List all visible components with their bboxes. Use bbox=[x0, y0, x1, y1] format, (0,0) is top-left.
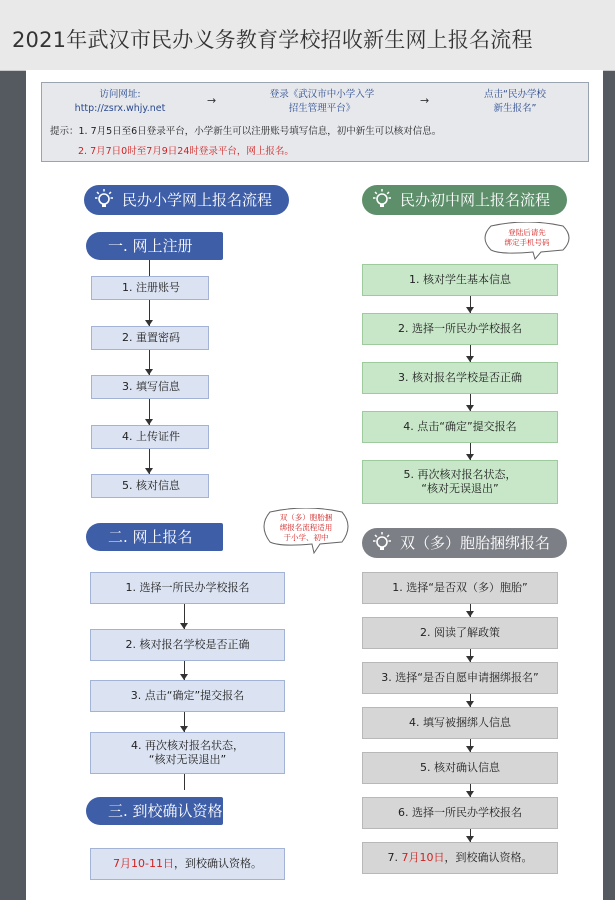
date-highlight: 7月10-11日 bbox=[113, 857, 174, 870]
step-check-info bbox=[91, 474, 209, 498]
step-fill-info bbox=[91, 375, 209, 399]
step-label: 3. 点击“确定”提交报名 bbox=[130, 689, 245, 702]
step-label bbox=[363, 851, 557, 865]
step-rest: ，到校确认资格。 bbox=[444, 851, 533, 864]
lightbulb-icon bbox=[370, 531, 394, 555]
step-verify-school bbox=[90, 629, 285, 661]
arrow-icon: → bbox=[207, 94, 217, 107]
page-title: 2021年武汉市民办义务教育学校招收新生网上报名流程 bbox=[12, 28, 533, 52]
step-label: 2. 阅读了解政策 bbox=[420, 626, 500, 639]
step-reset-password bbox=[91, 326, 209, 350]
note-line-3: 于小学、初中 bbox=[283, 533, 329, 542]
step-confirm-at-school bbox=[90, 848, 285, 880]
twins-pill bbox=[362, 528, 567, 558]
step-label: 2. 重置密码 bbox=[122, 331, 180, 344]
header-bar bbox=[0, 0, 615, 71]
step-label: 6. 选择一所民办学校报名 bbox=[398, 806, 522, 819]
step-label: 2. 核对报名学校是否正确 bbox=[125, 638, 250, 651]
speech-bubble-icon bbox=[481, 222, 573, 260]
step-line-2: “核对无误退出” bbox=[148, 753, 227, 766]
click-line-1: 点击“民办学校 bbox=[484, 89, 546, 100]
note-line-2: 绑定手机号码 bbox=[504, 238, 550, 247]
lightbulb-icon bbox=[92, 188, 116, 212]
step-line-1: 4. 再次核对报名状态， bbox=[131, 739, 244, 752]
primary-school-pill bbox=[84, 185, 289, 215]
platform-line-2: 招生管理平台》 bbox=[288, 103, 356, 114]
note-line-2: 绑报名流程适用 bbox=[279, 523, 333, 532]
step-label: 5. 核对信息 bbox=[122, 479, 180, 492]
step-label: 1. 选择“是否双（多）胞胎” bbox=[392, 581, 528, 594]
step-label: 5. 核对确认信息 bbox=[420, 761, 500, 774]
step-submit bbox=[90, 680, 285, 712]
step-recheck-status bbox=[90, 732, 285, 774]
step-label: 4. 点击“确定”提交报名 bbox=[403, 420, 517, 433]
step-twins-select bbox=[362, 572, 558, 604]
step-label bbox=[91, 857, 284, 871]
primary-pill-label: 民办小学网上报名流程 bbox=[122, 191, 273, 209]
step-register-account bbox=[91, 276, 209, 300]
step-read-policy bbox=[362, 617, 558, 649]
step-label: 3. 填写信息 bbox=[122, 380, 180, 393]
step-confirm-info bbox=[362, 752, 558, 784]
click-line-2: 新生报名” bbox=[493, 103, 537, 114]
step-choose-school bbox=[90, 572, 285, 604]
step-rest: ，到校确认资格。 bbox=[173, 857, 262, 870]
step-label: 1. 核对学生基本信息 bbox=[409, 273, 511, 286]
section-register: 一. 网上注册 bbox=[86, 232, 223, 260]
step-bind-apply bbox=[362, 662, 558, 694]
step-line-1: 5. 再次核对报名状态， bbox=[403, 468, 517, 481]
speech-bubble-icon bbox=[260, 508, 352, 554]
step-label: 2. 选择一所民办学校报名 bbox=[398, 322, 522, 335]
click-block bbox=[460, 88, 570, 116]
step-number: 7. bbox=[387, 851, 398, 864]
tip-2: 2. 7月7日0时至7月9日24时登录平台，网上报名。 bbox=[78, 146, 294, 157]
note-line-1: 双（多）胞胎捆 bbox=[279, 513, 333, 522]
step-upload-docs bbox=[91, 425, 209, 449]
step-label: 1. 选择一所民办学校报名 bbox=[125, 581, 250, 594]
step-choose-school bbox=[362, 313, 558, 345]
step-verify-school bbox=[362, 362, 558, 394]
step-fill-bound-person bbox=[362, 707, 558, 739]
step-label: 4. 上传证件 bbox=[122, 430, 180, 443]
platform-line-1: 登录《武汉市中小学入学 bbox=[269, 89, 375, 100]
url-text[interactable]: http://zsrx.whjy.net bbox=[74, 103, 166, 114]
step-check-student-info bbox=[362, 264, 558, 296]
junior-pill-label: 民办初中网上报名流程 bbox=[400, 191, 551, 209]
url-label: 访问网址: bbox=[99, 89, 141, 100]
tip-1: 提示：1. 7月5日至6日登录平台，小学新生可以注册账号填写信息，初中新生可以核对信息。 bbox=[50, 126, 442, 137]
date-highlight: 7月10日 bbox=[401, 851, 445, 864]
step-label: 3. 选择“是否自愿申请捆绑报名” bbox=[381, 671, 539, 684]
platform-block bbox=[247, 88, 397, 116]
section-confirm-school: 三. 到校确认资格 bbox=[86, 797, 223, 825]
bind-phone-note bbox=[481, 228, 573, 248]
step-label: 1. 注册账号 bbox=[122, 281, 180, 294]
url-block bbox=[60, 88, 180, 116]
step-label bbox=[363, 468, 557, 496]
twins-pill-label: 双（多）胞胎捆绑报名 bbox=[400, 534, 551, 552]
note-line-1: 登陆后请先 bbox=[508, 228, 546, 237]
step-label bbox=[91, 739, 284, 767]
twins-note bbox=[260, 513, 352, 543]
step-submit bbox=[362, 411, 558, 443]
step-choose-school-twins bbox=[362, 797, 558, 829]
junior-school-pill bbox=[362, 185, 567, 215]
section-online-apply: 二. 网上报名 bbox=[86, 523, 223, 551]
flowchart-document bbox=[26, 70, 603, 900]
step-line-2: “核对无误退出” bbox=[421, 482, 499, 495]
step-confirm-at-school bbox=[362, 842, 558, 874]
lightbulb-icon bbox=[370, 188, 394, 212]
info-box bbox=[41, 82, 589, 162]
step-recheck-status bbox=[362, 460, 558, 504]
step-label: 3. 核对报名学校是否正确 bbox=[398, 371, 522, 384]
arrow-icon: → bbox=[420, 94, 430, 107]
step-label: 4. 填写被捆绑人信息 bbox=[409, 716, 511, 729]
